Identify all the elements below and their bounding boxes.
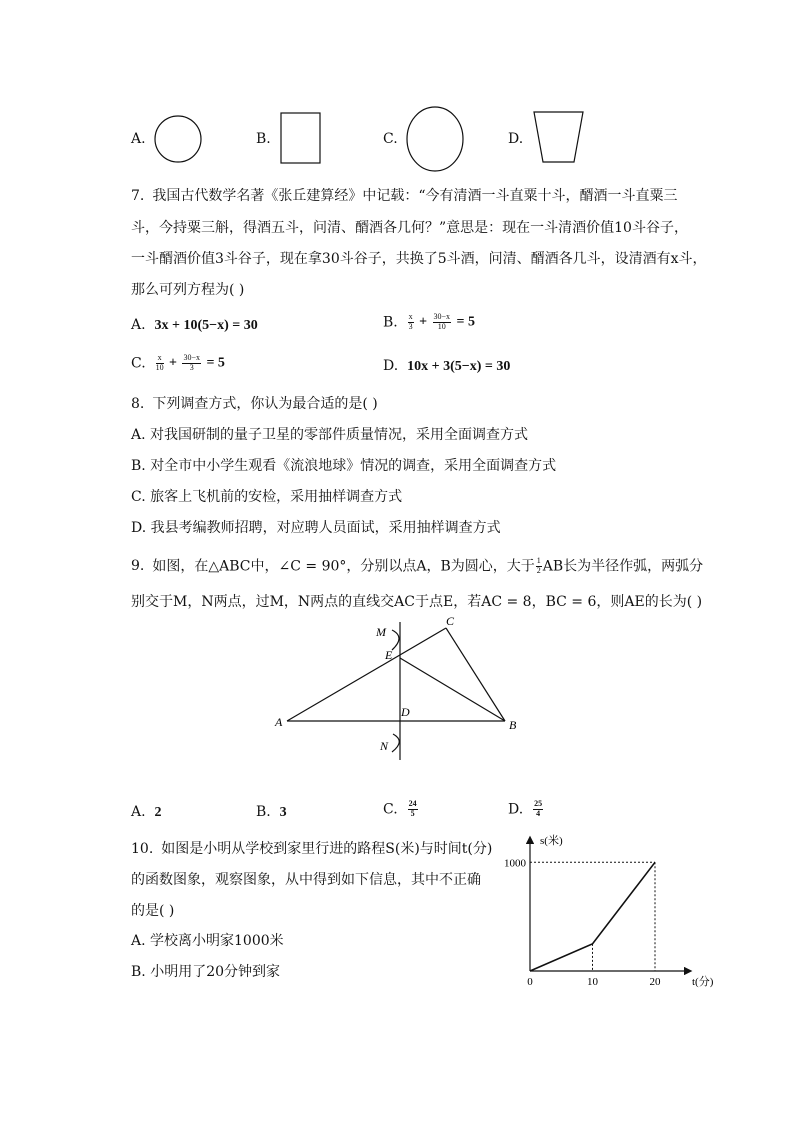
y-tick-label: 1000 [504,857,526,870]
q10-stem-line-1: 10. 如图是小明从学校到家里行进的路程S(米)与时间t(分) [131,841,493,857]
q6-ellipse-shape [403,104,467,174]
q7-option-c: C. $\frac{x}{10}$ + $\frac{30-x}{3}$ = 5 [131,353,225,372]
segment-eb [400,658,505,721]
x-tick-label: 10 [587,976,598,988]
label-b: B [509,718,517,732]
q6-trapezoid-shape [530,109,588,167]
q6-rectangle-shape [278,111,324,166]
series-line [530,862,655,971]
q8-option-b: B. 对全市中小学生观看《流浪地球》情况的调查，采用全面调查方式 [131,458,557,474]
q8-option-c: C. 旅客上飞机前的安检，采用抽样调查方式 [131,489,403,505]
y-axis-label: s(米) [540,835,563,847]
x-tick-label: 0 [527,976,533,988]
label-d: D [401,705,410,719]
q7-stem-line-3: 一斗醑酒价值3斗谷子，现在拿30斗谷子，共换了5斗酒，问清、醑酒各几斗，设清酒有x斗， [131,251,707,267]
q10-stem-line-3: 的是( ) [131,903,175,919]
q7-option-d: D. 10x + 3(5−x) = 30 [383,358,511,374]
q9-stem-line-2: 别交于M，N两点，过M，N两点的直线交AC于点E，若AC = 8，BC = 6，则AE的长为( ) [131,594,703,610]
q9-option-c: C. $\frac{24}{5}$ [383,799,417,818]
q10-stem-line-2: 的函数图象，观察图象，从中得到如下信息，其中不正确 [131,872,481,888]
q8-option-d: D. 我县考编教师招聘，对应聘人员面试，采用抽样调查方式 [131,520,501,536]
q7-stem-line-4: 那么可列方程为( ) [131,282,245,298]
label-e: E [385,648,393,662]
label-m: M [376,625,386,639]
q9-option-a: A. 2 [131,804,162,820]
q6-option-b-label: B. [256,131,271,147]
q8-stem: 8. 下列调查方式，你认为最合适的是( ) [131,396,378,412]
q7-stem-line-2: 斗，今持粟三斛，得酒五斗，问清、醑酒各几何？”意思是：现在一斗清酒价值10斗谷子， [131,220,688,236]
q7-option-a: A. 3x + 10(5−x) = 30 [131,317,258,333]
q6-option-d-label: D. [508,131,524,147]
q9-stem-line-1: 9. 如图，在△ABC中，∠C = 90°，分别以点A，B为圆心，大于 $\frac{1}{2}$ AB长为半径作弧，两弧分 [131,556,704,575]
q8-option-a: A. 对我国研制的量子卫星的零部件质量情况，采用全面调查方式 [131,427,529,443]
label-a: A [275,715,283,729]
label-n: N [380,739,389,753]
segment-ac [287,628,446,721]
x-axis-label: t(分) [692,976,714,988]
arc-m [392,630,399,650]
segment-cb [446,628,505,721]
label-c: C [446,614,455,628]
q7-stem-line-1: 7. 我国古代数学名著《张丘建算经》中记载：“今有清酒一斗直粟十斗，醑酒一斗直粟三 [131,188,678,204]
arc-n [392,734,399,752]
q9-option-d: D. $\frac{25}{4}$ [508,799,543,818]
q6-option-a-label: A. [131,131,146,147]
q10-distance-time-chart [500,835,714,996]
x-tick-label: 20 [649,976,661,988]
q9-triangle-figure [270,610,530,770]
q10-option-b: B. 小明用了20分钟到家 [131,964,281,980]
q7-option-b: B. $\frac{x}{3}$ + $\frac{30-x}{10}$ = 5 [383,312,475,331]
q10-option-a: A. 学校离小明家1000米 [131,933,284,949]
q6-circle-shape [152,113,204,165]
q9-option-b: B. 3 [256,804,287,820]
q6-option-c-label: C. [383,131,398,147]
